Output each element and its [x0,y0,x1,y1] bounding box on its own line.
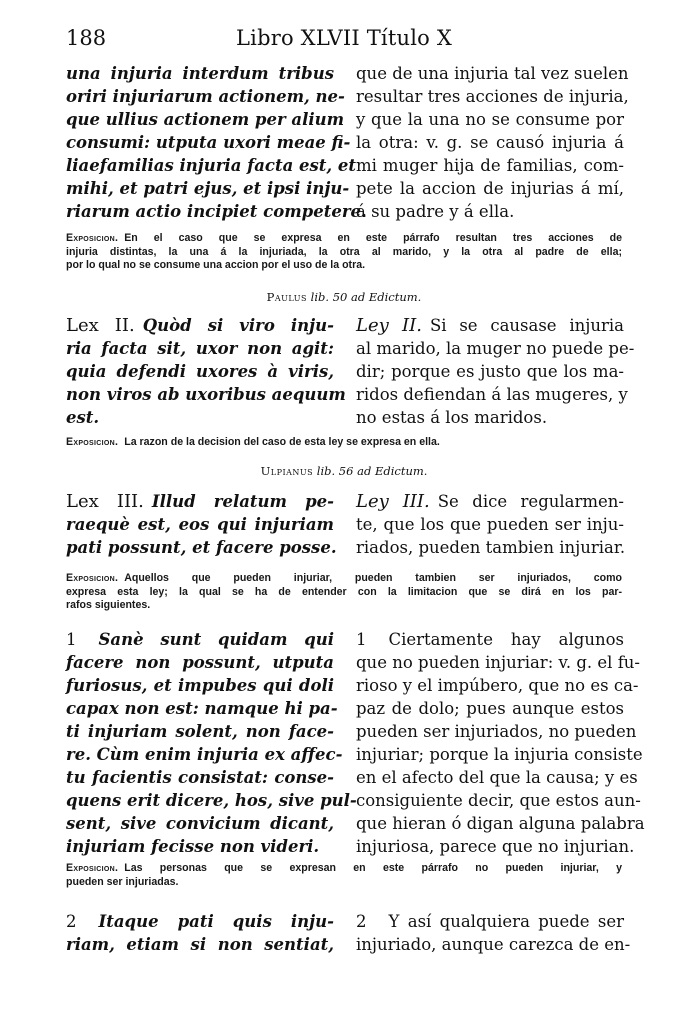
exposicion-text: Aquellos que pueden injuriar, pueden tambien ser injuriados, como [124,572,622,584]
latin-line: consumi: utputa uxori meae fi- [66,133,351,152]
spanish-line [356,490,624,513]
latin-line: oriri injuriarum actionem, ne- [66,87,345,106]
spanish-line: que de una injuria tal vez suelen [356,64,629,83]
latin-line: capax non est: namque hi pa- [66,699,338,718]
exposicion-3 [66,572,622,613]
spanish-line: pueden ser injuriados, no pueden [356,722,637,741]
exposicion-label: Exposicion. [66,436,119,448]
spanish-line: resultar tres acciones de injuria, [356,87,629,106]
spanish-line: no estas á los maridos. [356,408,548,427]
latin-line: riam, etiam si non sentiat, [66,935,334,954]
spanish-line: ridos defiendan á las mugeres, y [356,385,628,404]
ley-label: Ley II. [356,315,422,336]
latin-line: quens erit dicere, hos, sive pul- [66,791,357,810]
latin-column-block1 [66,62,367,223]
latin-line [66,628,334,651]
spanish-line [356,628,624,651]
spanish-line: injuriado, aunque carezca de en- [356,935,631,954]
paragraph-number: 2 [66,912,77,931]
spanish-line: la otra: v. g. se causó injuria á [356,133,624,152]
lex-label: Lex II. [66,315,135,336]
latin-line: tu facientis consistat: conse- [66,768,334,787]
exposicion-label: Exposicion. [66,232,119,244]
spanish-line: pete la accion de injurias á mí, [356,179,624,198]
exposicion-line [66,572,622,586]
spanish-line: que no pueden injuriar: v. g. el fu- [356,653,640,672]
latin-text: Itaque pati quis inju- [98,912,334,931]
source-citation-1 [66,290,622,304]
latin-line [66,910,334,933]
latin-line: ria facta sit, uxor non agit: [66,339,334,358]
paragraph-number: 1 [356,630,367,649]
latin-line: que ullius actionem per alium [66,110,345,129]
spanish-line: paz de dolo; pues aunque estos [356,699,624,718]
spanish-text: Ciertamente hay algunos [388,630,624,649]
exposicion-2 [66,436,622,450]
exposicion-line: por lo qual no se consume una accion por el uso de la otra. [66,259,366,271]
latin-line: riarum actio incipiet competere. [66,202,367,221]
spanish-column-ley2 [356,314,635,429]
spanish-line: dir; porque es justo que los ma- [356,362,624,381]
lex-label: Lex III. [66,491,144,512]
latin-line: non viros ab uxoribus aequum [66,385,346,404]
spanish-line: á su padre y á ella. [356,202,515,221]
spanish-line: rioso y el impúbero, que no es ca- [356,676,639,695]
latin-line [66,490,334,513]
source-reference: lib. 50 ad Edictum. [310,290,422,304]
exposicion-line [66,232,622,246]
latin-line: ti injuriam solent, non face- [66,722,334,741]
exposicion-1 [66,232,622,273]
spanish-line: mi muger hija de familias, com- [356,156,624,175]
latin-text: Quòd si viro inju- [142,316,334,335]
exposicion-4 [66,862,622,889]
latin-line: furiosus, et impubes qui doli [66,676,334,695]
spanish-line: que hieran ó digan alguna palabra [356,814,645,833]
spanish-line: al marido, la muger no puede pe- [356,339,635,358]
latin-line: mihi, et patri ejus, et ipsi inju- [66,179,350,198]
page-header [66,16,622,52]
exposicion-line [66,862,622,876]
latin-line: pati possunt, et facere posse. [66,538,337,557]
latin-line: sent, sive convicium dicant, [66,814,334,833]
exposicion-text: Las personas que se expresan en este párrafo no pueden injuriar, y [124,862,622,874]
latin-line: re. Cùm enim injuria ex affec- [66,745,343,764]
latin-line: injuriam fecisse non videri. [66,837,320,856]
spanish-text: Si se causase injuria [429,316,624,335]
spanish-column-par1 [356,628,645,858]
spanish-line: injuriar; porque la injuria consiste [356,745,643,764]
spanish-line: en el afecto del que la causa; y es [356,768,638,787]
spanish-column-par2 [356,910,631,956]
spanish-line: injuriosa, parece que no injurian. [356,837,635,856]
exposicion-line [66,436,622,450]
latin-column-par1 [66,628,357,858]
latin-line: facere non possunt, utputa [66,653,334,672]
source-citation-2 [66,464,622,478]
source-reference: lib. 56 ad Edictum. [316,464,428,478]
spanish-line: te, que los que pueden ser inju- [356,515,624,534]
exposicion-line: pueden ser injuriadas. [66,875,179,888]
exposicion-line: rafos siguientes. [66,599,151,611]
spanish-line: consiguiente decir, que estos aun- [356,791,641,810]
source-author: Ulpianus [260,464,314,478]
spanish-column-ley3 [356,490,624,559]
latin-line: quia defendi uxores à viris, [66,362,334,381]
running-title: Libro XLVII Título X [236,26,452,50]
exposicion-text: La razon de la decision del caso de esta ley se expresa en ella. [124,436,440,448]
spanish-line [356,314,624,337]
paragraph-number: 2 [356,912,367,931]
paragraph-number: 1 [66,630,77,649]
latin-column-lex3 [66,490,337,559]
exposicion-line: injuria distintas, la una á la injuriada, la otra al marido, y la otra al padre de ella; [66,245,622,258]
latin-line: liaefamilias injuria facta est, et [66,156,357,175]
spanish-line: riados, pueden tambien injuriar. [356,538,626,557]
latin-line [66,314,334,337]
spanish-line: y que la una no se consume por [356,110,624,129]
exposicion-text: En el caso que se expresa en este párrafo resultan tres acciones de [124,232,622,244]
latin-text: Illud relatum pe- [151,492,334,511]
spanish-text: Se dice regularmen- [437,492,624,511]
latin-column-par2 [66,910,334,956]
spanish-column-block1 [356,62,629,223]
latin-text: Sanè sunt quidam qui [98,630,334,649]
latin-line: est. [66,408,100,427]
exposicion-label: Exposicion. [66,572,119,584]
page-number: 188 [66,26,107,50]
exposicion-line: expresa esta ley; la qual se ha de entender con la limitacion que se dirá en los par- [66,585,622,598]
ley-label: Ley III. [356,491,430,512]
latin-line: raequè est, eos qui injuriam [66,515,334,534]
spanish-text: Y así qualquiera puede ser [388,912,624,931]
latin-line: una injuria interdum tribus [66,64,334,83]
exposicion-label: Exposicion. [66,862,119,874]
source-author: Paulus [266,290,308,304]
latin-column-lex2 [66,314,346,429]
spanish-line [356,910,624,933]
